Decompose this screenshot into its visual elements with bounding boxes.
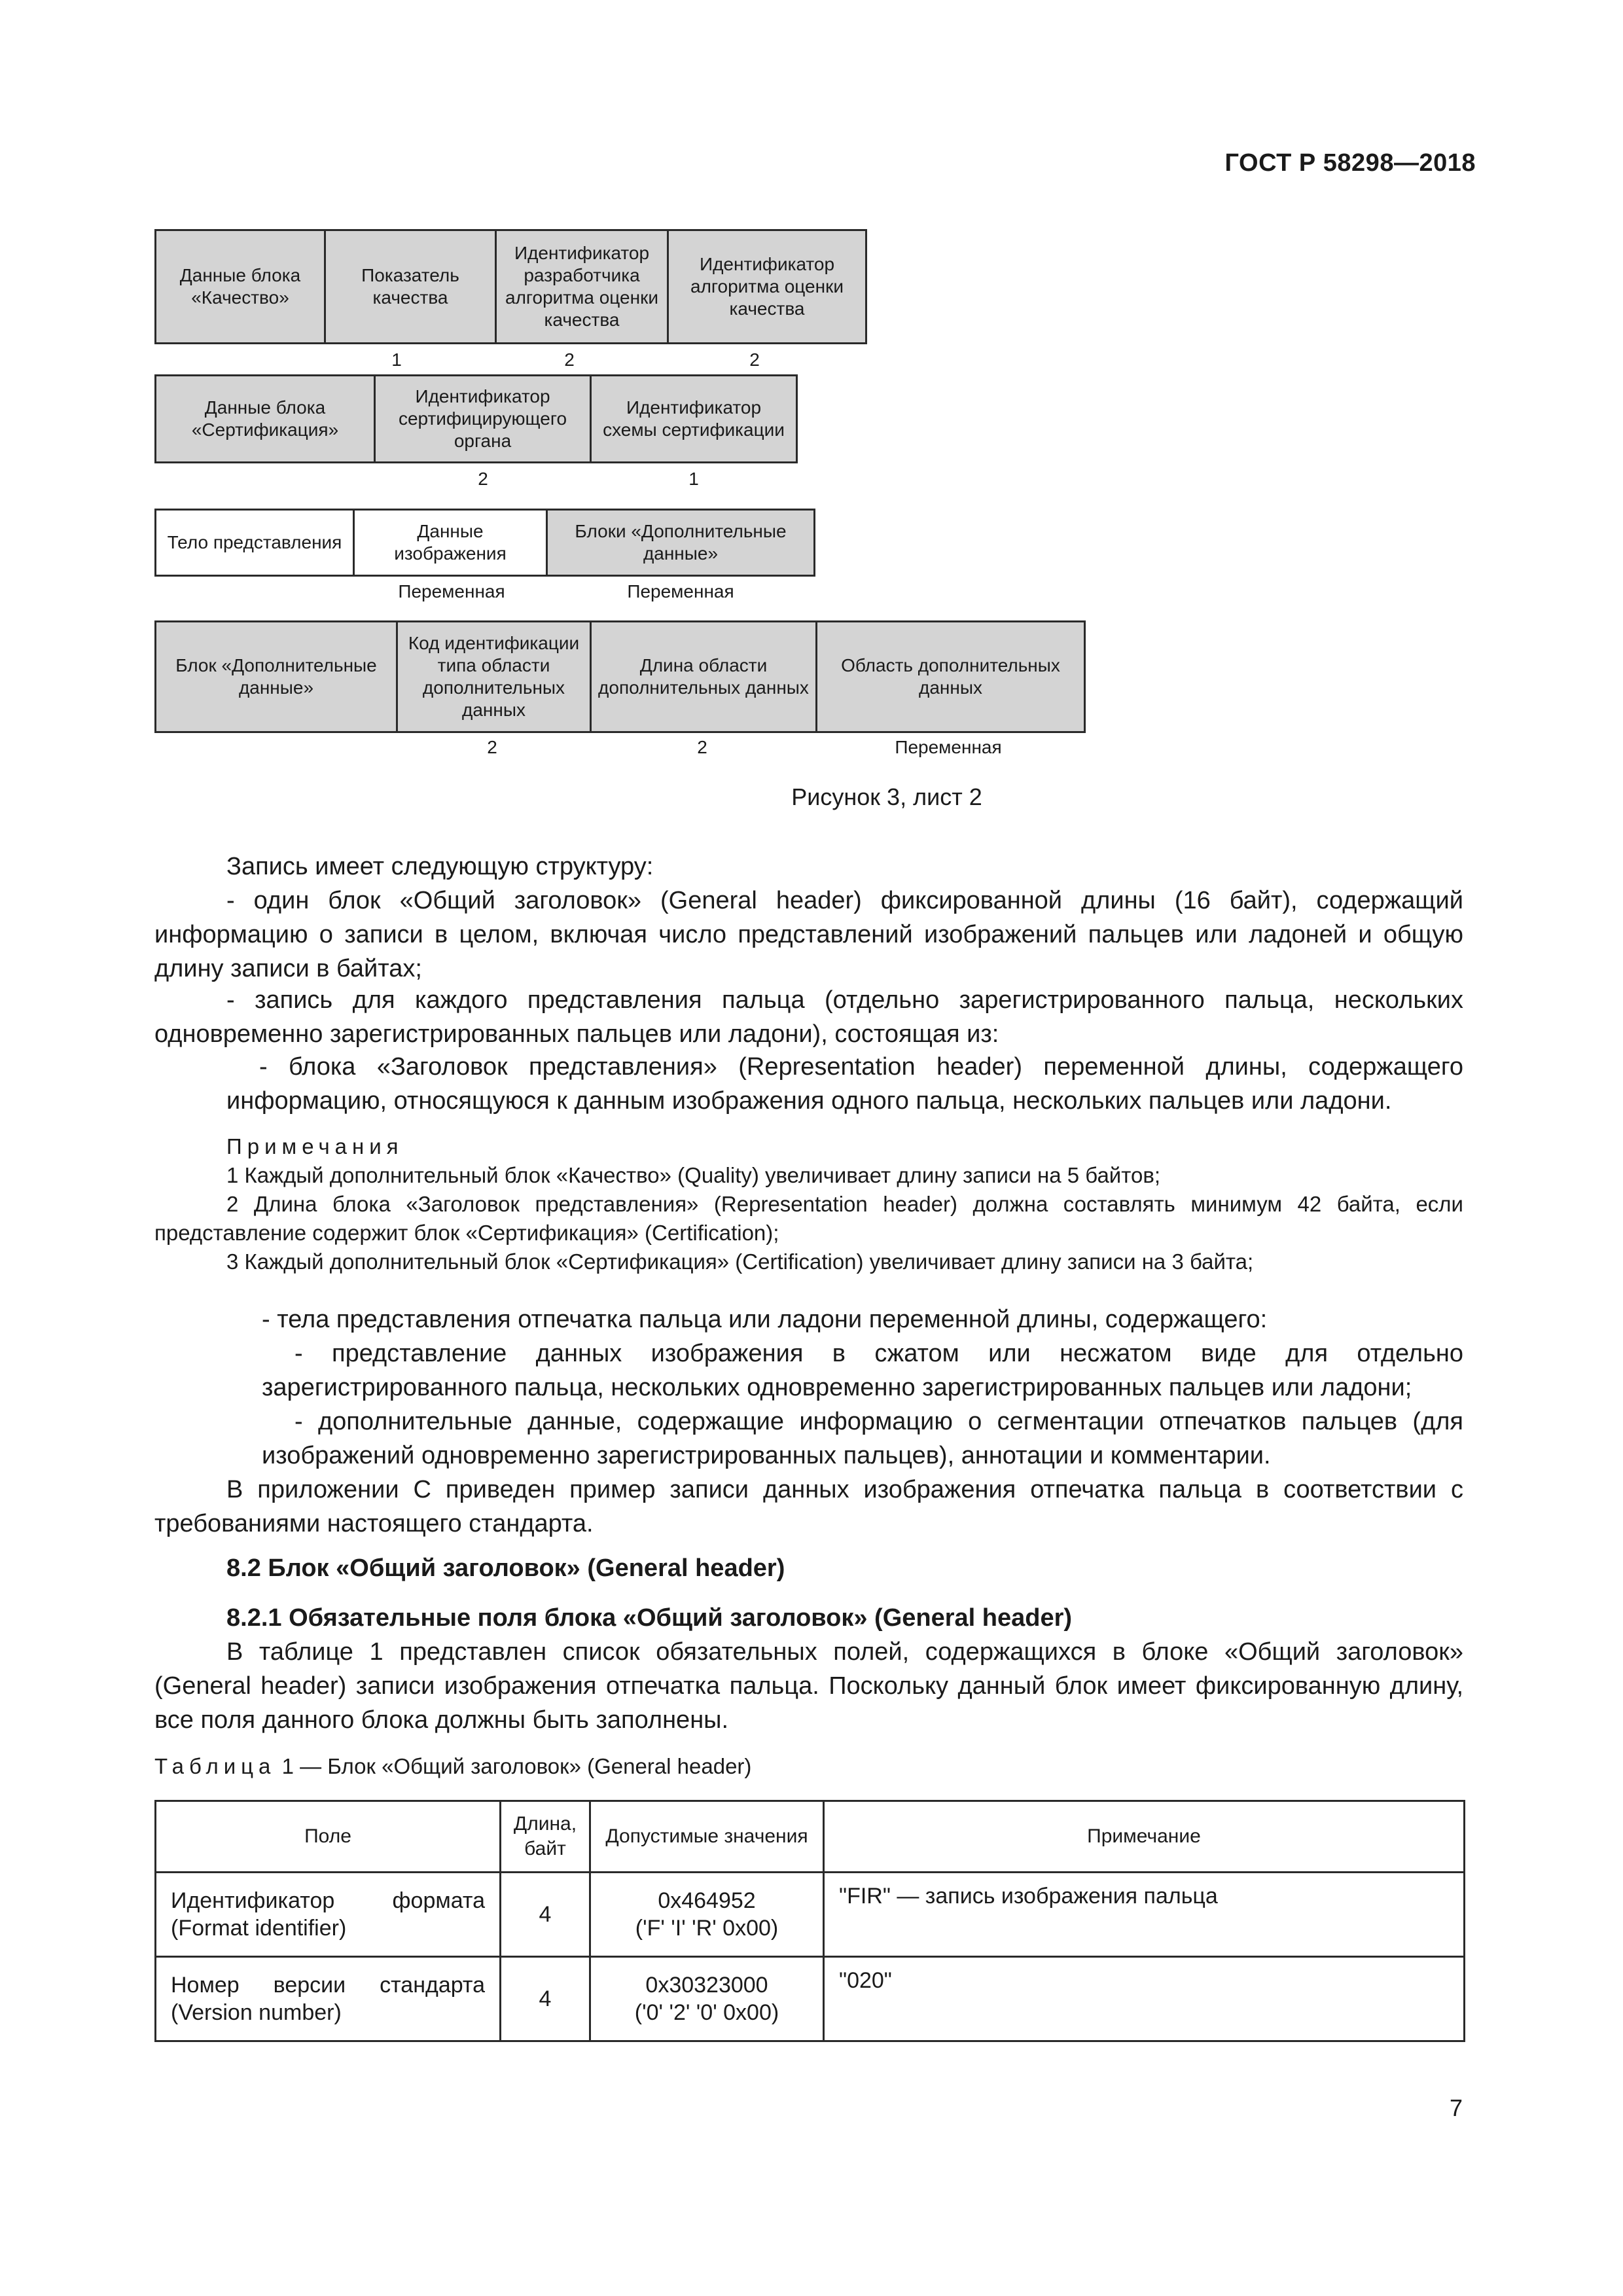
value-chars: ('F' 'I' 'R' 0x00) bbox=[635, 1916, 779, 1941]
diagram-row-certification bbox=[154, 374, 798, 463]
section-heading: 8.2 Блок «Общий заголовок» (General header) bbox=[226, 1554, 785, 1582]
diagram-cell: Данные блока «Сертификация» bbox=[154, 374, 376, 463]
field-cell bbox=[156, 1957, 501, 2041]
field-cell bbox=[156, 1873, 501, 1957]
column-header: Длина, байт bbox=[501, 1801, 590, 1873]
table-label: Таблица bbox=[154, 1754, 276, 1778]
list-item: - запись для каждого представления пальца (отдельно зарегистрированного пальца, нескольких одновременно зарегистрированных пальцев или ладони), состоящая из: bbox=[154, 986, 1463, 1048]
diagram-row-representation-body bbox=[154, 509, 815, 577]
length-cell: 4 bbox=[501, 1957, 590, 2041]
value-hex: 0x464952 bbox=[658, 1888, 756, 1913]
note: 2 Длина блока «Заголовок представления» (Representation header) должна составлять минимум 42 байта, если представление содержит блок «Сертификация» (Certification); bbox=[154, 1192, 1463, 1245]
value-hex: 0x30323000 bbox=[645, 1973, 768, 1998]
list-item: - блока «Заголовок представления» (Representation header) переменной длины, содержащего информацию, относящуюся к данным изображения одного пальца, нескольких пальцев или ладони. bbox=[226, 1053, 1463, 1115]
field-name-en: (Version number) bbox=[171, 2000, 342, 2025]
value-cell bbox=[590, 1957, 824, 2041]
field-size-label: 2 bbox=[697, 737, 707, 757]
field-size-label: Переменная bbox=[398, 581, 505, 601]
list-item: - один блок «Общий заголовок» (General header) фиксированной длины (16 байт), содержащий информацию о записи в целом, включая число представлений изображений пальцев или ладоней и общую длину записи в байтах; bbox=[154, 887, 1463, 982]
diagram-cell: Данные изображения bbox=[353, 509, 548, 577]
diagram-row-extended-data bbox=[154, 620, 1086, 733]
field-size-label: Переменная bbox=[895, 737, 1002, 757]
note-cell: "FIR" — запись изображения пальца bbox=[824, 1873, 1465, 1957]
list-item: - представление данных изображения в сжатом или несжатом виде для отдельно зарегистрированного пальца, нескольких одновременно зарегистрированных пальцев или ладони; bbox=[262, 1340, 1463, 1401]
field-size-label: Переменная bbox=[627, 581, 734, 601]
length-cell: 4 bbox=[501, 1873, 590, 1957]
paragraph: Запись имеет следующую структуру: bbox=[226, 853, 654, 880]
subsection-heading: 8.2.1 Обязательные поля блока «Общий заголовок» (General header) bbox=[226, 1604, 1073, 1632]
field-size-label: 2 bbox=[478, 469, 488, 489]
field-size-label: 1 bbox=[688, 469, 699, 489]
column-header: Поле bbox=[156, 1801, 501, 1873]
column-header: Примечание bbox=[824, 1801, 1465, 1873]
diagram-cell: Показатель качества bbox=[324, 229, 497, 344]
note-cell: "020" bbox=[824, 1957, 1465, 2041]
column-header: Допустимые значения bbox=[590, 1801, 824, 1873]
diagram-cell: Данные блока «Качество» bbox=[154, 229, 326, 344]
field-size-label: 2 bbox=[487, 737, 497, 757]
diagram-cell: Тело представления bbox=[154, 509, 355, 577]
field-size-label: 1 bbox=[391, 350, 402, 370]
paragraph: В приложении С приведен пример записи данных изображения отпечатка пальца в соответствии с требованиями настоящего стандарта. bbox=[154, 1476, 1463, 1537]
table-row bbox=[156, 1873, 1465, 1957]
field-name-en: (Format identifier) bbox=[171, 1916, 347, 1941]
notes-title: Примечания bbox=[226, 1134, 404, 1158]
page-number: 7 bbox=[1449, 2094, 1463, 2121]
diagram-cell: Идентификатор алгоритма оценки качества bbox=[667, 229, 867, 344]
table-title: 1 — Блок «Общий заголовок» (General header) bbox=[281, 1754, 752, 1778]
diagram-cell: Область дополнительных данных bbox=[815, 620, 1086, 733]
field-name: Номер версии стандарта bbox=[171, 1973, 485, 1998]
diagram-cell: Идентификатор схемы сертификации bbox=[590, 374, 798, 463]
note: 1 Каждый дополнительный блок «Качество» (Quality) увеличивает длину записи на 5 байтов; bbox=[226, 1163, 1161, 1187]
diagram-cell: Идентификатор сертифицирующего органа bbox=[374, 374, 592, 463]
note: 3 Каждый дополнительный блок «Сертификация» (Certification) увеличивает длину записи на 3 байта; bbox=[226, 1249, 1254, 1274]
diagram-cell: Блоки «Дополнительные данные» bbox=[546, 509, 815, 577]
paragraph: В таблице 1 представлен список обязательных полей, содержащихся в блоке «Общий заголовок» (General header) записи изображения отпечатка пальца. Поскольку данный блок имеет фиксированную длину, все поля данного блока должны быть заполнены. bbox=[154, 1638, 1463, 1734]
list-item: - тела представления отпечатка пальца или ладони переменной длины, содержащего: bbox=[262, 1306, 1268, 1333]
diagram-cell: Идентификатор разработчика алгоритма оценки качества bbox=[495, 229, 669, 344]
field-size-label: 2 bbox=[749, 350, 760, 370]
general-header-table bbox=[154, 1800, 1465, 2042]
field-name: Идентификатор формата bbox=[171, 1888, 485, 1913]
field-size-label: 2 bbox=[564, 350, 575, 370]
list-item: - дополнительные данные, содержащие информацию о сегментации отпечатков пальцев (для изображений одновременно зарегистрированных пальцев), аннотации и комментарии. bbox=[262, 1408, 1463, 1469]
figure-caption: Рисунок 3, лист 2 bbox=[791, 783, 982, 810]
diagram-row-quality bbox=[154, 229, 867, 344]
table-header-row bbox=[156, 1801, 1465, 1873]
table-row bbox=[156, 1957, 1465, 2041]
standard-designation: ГОСТ Р 58298—2018 bbox=[1224, 149, 1476, 177]
value-cell bbox=[590, 1873, 824, 1957]
diagram-cell: Длина области дополнительных данных bbox=[590, 620, 817, 733]
diagram-cell: Блок «Дополнительные данные» bbox=[154, 620, 398, 733]
table-caption bbox=[154, 1754, 751, 1779]
diagram-cell: Код идентификации типа области дополнительных данных bbox=[396, 620, 592, 733]
value-chars: ('0' '2' '0' 0x00) bbox=[634, 2000, 779, 2025]
